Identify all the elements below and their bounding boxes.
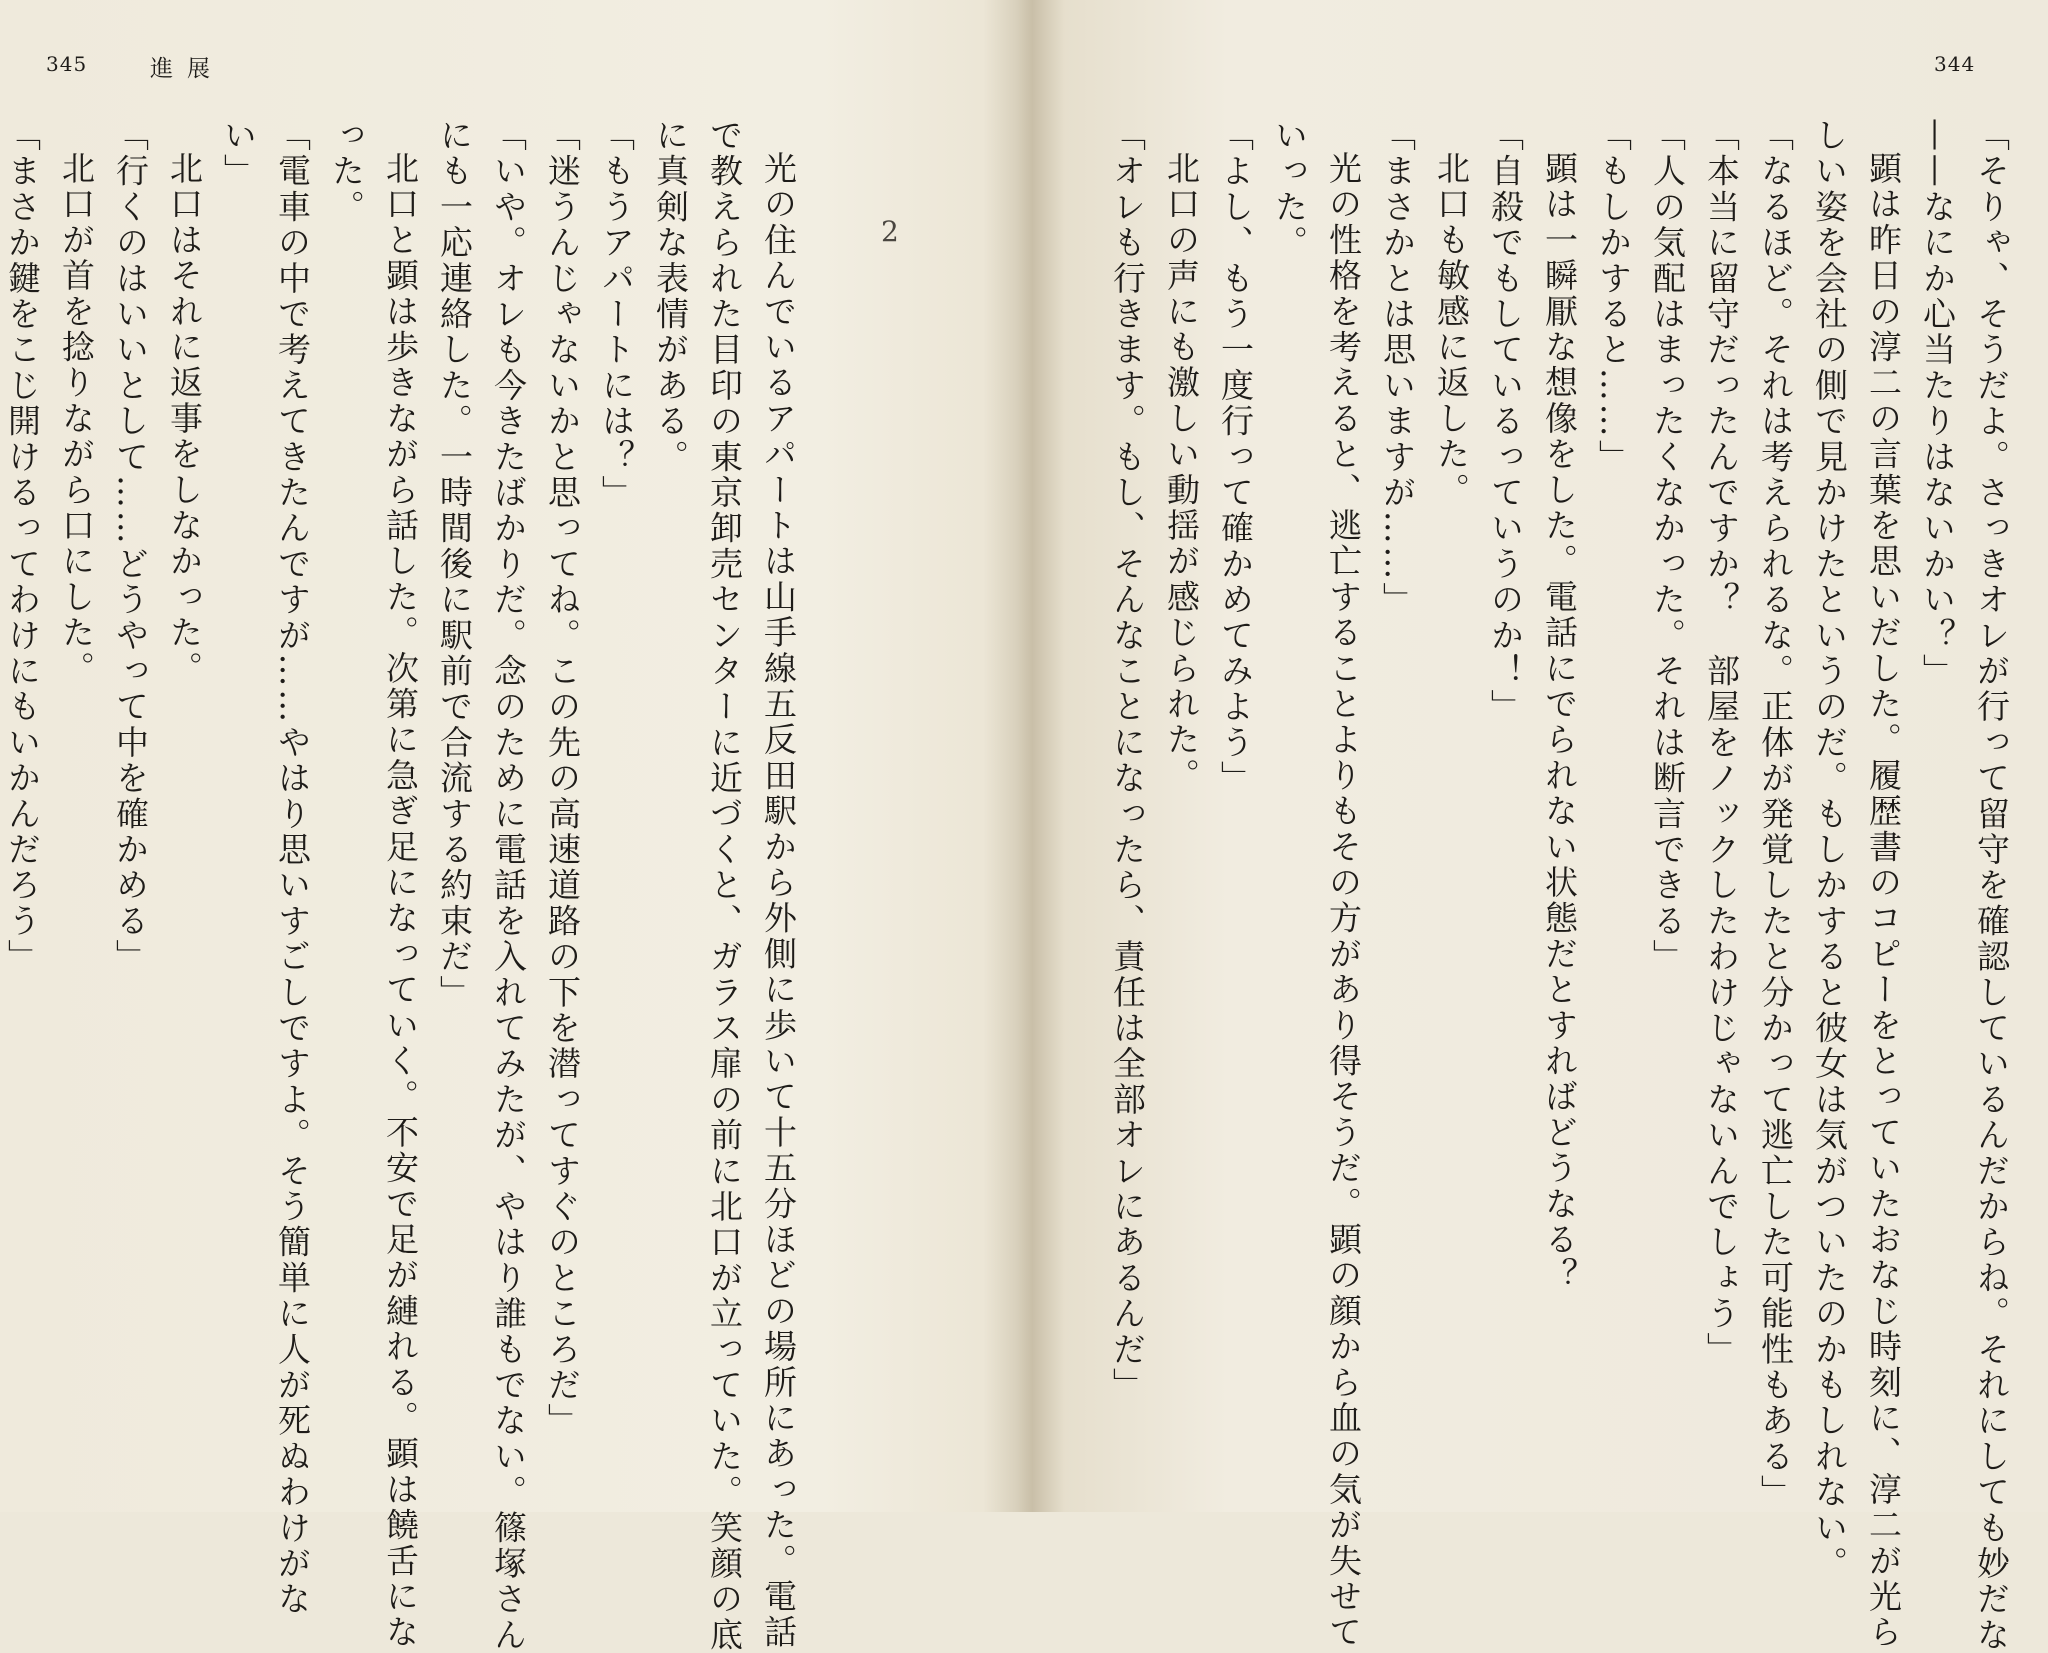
text-line: 北口が首を捻りながら口にした。 bbox=[57, 151, 96, 687]
text-line: 「なるほど。それは考えられるな。正体が発覚したと分かって逃亡した可能性もある」 bbox=[1756, 118, 1795, 1511]
text-line: 「もうアパートには？」 bbox=[597, 118, 636, 511]
text-line: 「そりゃ、そうだよ。さっきオレが行って留守を確認しているんだからね。それにしても妙だな bbox=[1972, 118, 2011, 1653]
text-line: にも一応連絡した。一時間後に駅前で合流する約束だ」 bbox=[435, 118, 474, 1011]
left-page-body-text bbox=[0, 118, 805, 1653]
text-line: 「いや。オレも今きたばかりだ。念のために電話を入れてみたが、やはり誰もでない。篠塚さん bbox=[489, 118, 528, 1653]
text-line: 「まさかとは思いますが……」 bbox=[1378, 118, 1417, 618]
text-line: 北口はそれに返事をしなかった。 bbox=[165, 151, 204, 687]
text-line: 「よし、もう一度行って確かめてみよう」 bbox=[1216, 118, 1255, 797]
text-line: ——なにか心当たりはないかい？」 bbox=[1918, 118, 1957, 690]
text-line: 「もしかすると……」 bbox=[1594, 118, 1633, 475]
text-line: 光の住んでいるアパートは山手線五反田駅から外側に歩いて十五分ほどの場所にあった。電話 bbox=[759, 151, 798, 1651]
text-line: 顕は昨日の淳二の言葉を思いだした。履歴書のコピーをとっていたおなじ時刻に、淳二が光ら bbox=[1864, 151, 1903, 1651]
text-line: 「人の気配はまったくなかった。それは断言できる」 bbox=[1648, 118, 1687, 975]
text-line: った。 bbox=[327, 118, 366, 226]
text-line: いった。 bbox=[1270, 118, 1309, 261]
right-page bbox=[1005, 0, 2048, 1653]
text-line: 北口の声にも激しい動揺が感じられた。 bbox=[1162, 151, 1201, 794]
right-page-body-text bbox=[1100, 118, 2018, 1653]
text-line: に真剣な表情がある。 bbox=[651, 118, 690, 475]
page-number-right: 344 bbox=[1934, 52, 1976, 76]
text-line: 「まさか鍵をこじ開けるってわけにもいかんだろう」 bbox=[3, 118, 42, 975]
text-line: 「行くのはいいとして……どうやって中を確かめる」 bbox=[111, 118, 150, 975]
text-line: 北口と顕は歩きながら話した。次第に急ぎ足になっていく。不安で足が縺れる。顕は饒舌にな bbox=[381, 151, 420, 1651]
running-header: 進展 bbox=[150, 56, 224, 82]
text-line: 「迷うんじゃないかと思ってね。この先の高速道路の下を潜ってすぐのところだ」 bbox=[543, 118, 582, 1439]
section-number: 2 bbox=[881, 215, 899, 248]
left-page bbox=[0, 0, 1005, 1653]
text-line: 「オレも行きます。もし、そんなことになったら、責任は全部オレにあるんだ」 bbox=[1108, 118, 1147, 1404]
text-line: 顕は一瞬厭な想像をした。電話にでられない状態だとすればどうなる？ bbox=[1540, 151, 1579, 1294]
text-line: 「電車の中で考えてきたんですが……やはり思いすごしですよ。そう簡単に人が死ぬわけがな bbox=[273, 118, 312, 1618]
text-line: 光の性格を考えると、逃亡することよりもその方があり得そうだ。顕の顔から血の気が失せて bbox=[1324, 151, 1363, 1651]
text-line: しい姿を会社の側で見かけたというのだ。もしかすると彼女は気がついたのかもしれない。 bbox=[1810, 118, 1849, 1582]
text-line: 「本当に留守だったんですか？ 部屋をノックしたわけじゃないんでしょう」 bbox=[1702, 118, 1741, 1368]
text-line: い」 bbox=[219, 118, 258, 190]
page-number-left: 345 bbox=[46, 52, 88, 76]
text-line: で教えられた目印の東京卸売センターに近づくと、ガラス扉の前に北口が立っていた。笑顔の底 bbox=[705, 118, 744, 1653]
text-line: 「自殺でもしているっていうのか！」 bbox=[1486, 118, 1525, 725]
text-line: 北口も敏感に返した。 bbox=[1432, 151, 1471, 508]
